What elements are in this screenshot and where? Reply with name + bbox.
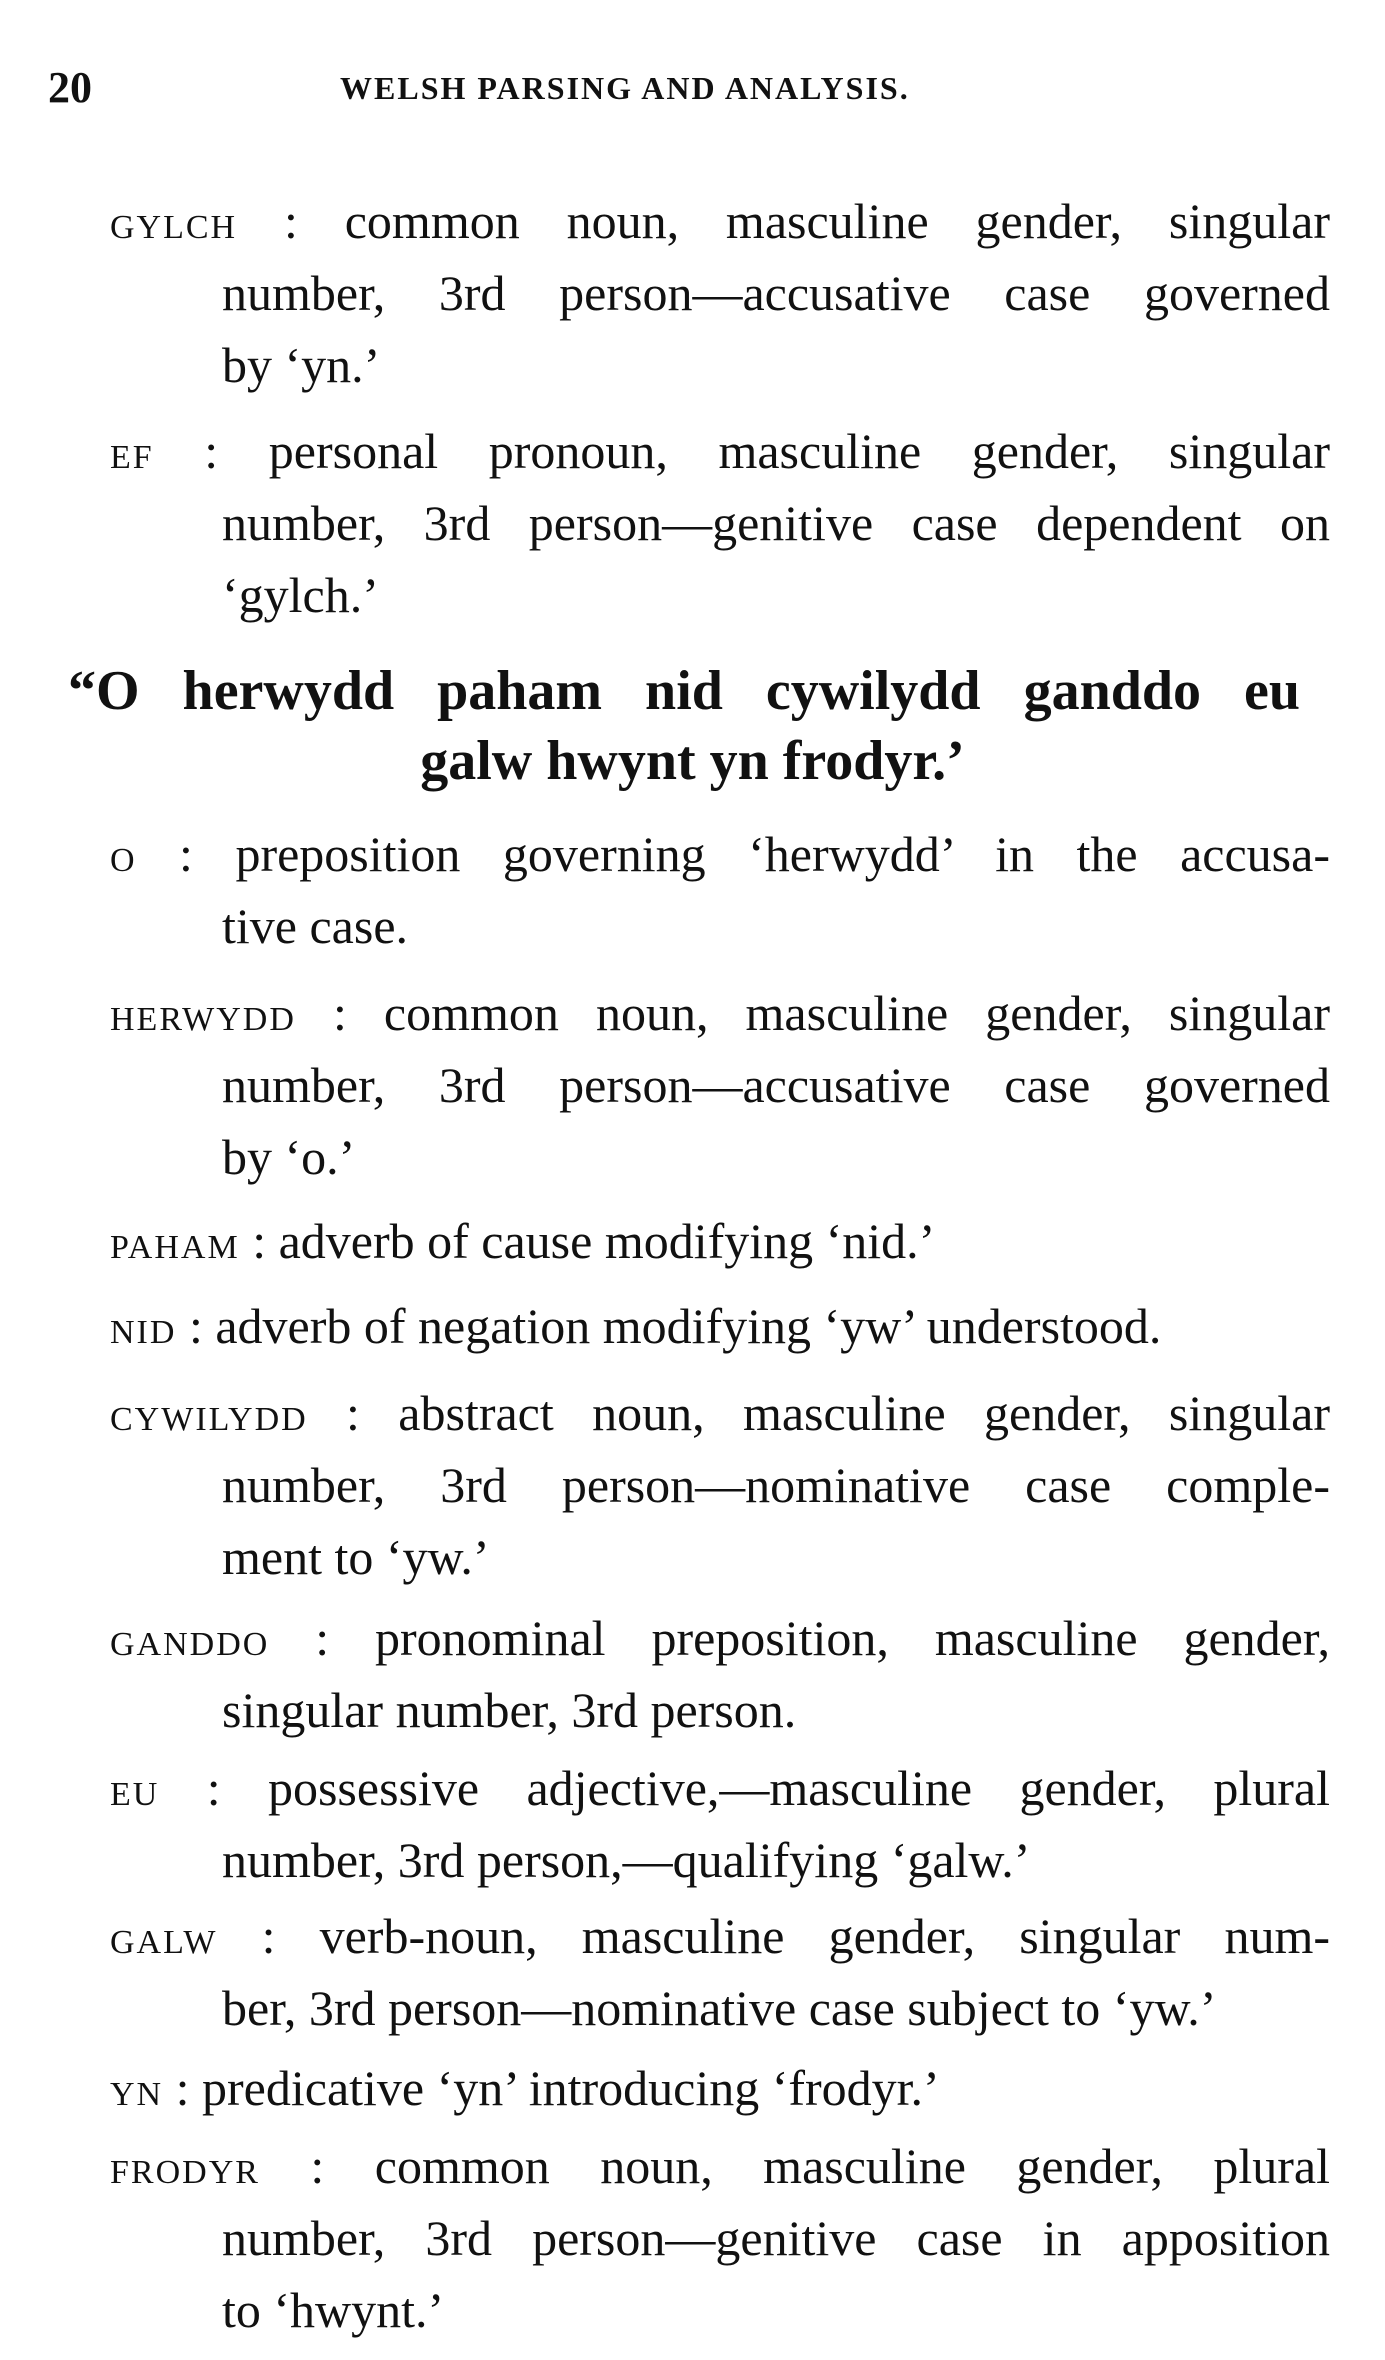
entry-first-line: O : preposition governing ‘herwydd’ in the accusa- — [110, 826, 1330, 882]
parsed-word: O — [110, 842, 137, 879]
running-title: WELSH PARSING AND ANALYSIS. — [340, 70, 910, 106]
entry-text: preposition governing ‘herwydd’ in the accusa- — [235, 826, 1330, 882]
entry-continuation-line — [222, 487, 1330, 559]
entry-text: by ‘o.’ — [222, 1129, 356, 1185]
entry-text: personal pronoun, masculine gender, singular — [268, 423, 1330, 479]
entry-text: tive case. — [222, 898, 409, 954]
entry-first-line: YN : predicative ‘yn’ introducing ‘frodyr.’ — [110, 2060, 940, 2116]
sentence-line-2: galw hwynt yn frodyr.’ — [420, 730, 965, 792]
entry-first-line: NID : adverb of negation modifying ‘yw’ understood. — [110, 1298, 1162, 1354]
entry-text: abstract noun, masculine gender, singular — [398, 1385, 1330, 1441]
entry-continuation-line — [222, 329, 1330, 401]
entry-text: ment to ‘yw.’ — [222, 1529, 490, 1585]
entry-text: ber, 3rd person—nominative case subject to ‘yw.’ — [222, 1980, 1217, 2036]
entry-first-line: HERWYDD : common noun, masculine gender, singular — [110, 985, 1330, 1041]
entry-first-line: FRODYR : common noun, masculine gender, plural — [110, 2138, 1330, 2194]
entry-text: singular number, 3rd person. — [222, 1682, 797, 1738]
entry-text: common noun, masculine gender, singular — [383, 985, 1330, 1041]
entry-continuation-line — [222, 559, 1330, 631]
entry-first-line: GYLCH : common noun, masculine gender, singular — [110, 193, 1330, 249]
parsed-word: EU — [110, 1776, 160, 1813]
entry-text: possessive adjective,—masculine gender, plural — [267, 1760, 1330, 1816]
entry-continuation-line — [222, 257, 1330, 329]
entry-text: number, 3rd person—genitive case dependent on — [222, 495, 1330, 551]
parsed-word: FRODYR — [110, 2154, 260, 2191]
entry-text: number, 3rd person—accusative case governed — [222, 1057, 1330, 1113]
entry-continuation-line — [222, 1674, 1330, 1746]
entry-text: number, 3rd person—genitive case in apposition — [222, 2210, 1330, 2266]
parsed-word: NID — [110, 1314, 177, 1351]
entry-text: pronominal preposition, masculine gender, — [375, 1610, 1330, 1666]
parsed-word: PAHAM — [110, 1229, 240, 1266]
entry-continuation-line — [222, 1824, 1330, 1896]
page-number: 20 — [48, 63, 92, 112]
entry-text: predicative ‘yn’ introducing ‘frodyr.’ — [202, 2060, 940, 2116]
sentence-line-1: “O herwydd paham nid cywilydd ganddo eu — [68, 660, 1300, 722]
parsed-word: GYLCH — [110, 209, 238, 246]
entry-first-line: EU : possessive adjective,—masculine gender, plural — [110, 1760, 1330, 1816]
entry-first-line: CYWILYDD : abstract noun, masculine gender, singular — [110, 1385, 1330, 1441]
entry-first-line: PAHAM : adverb of cause modifying ‘nid.’ — [110, 1213, 936, 1269]
parsed-word: YN — [110, 2076, 164, 2113]
parsed-word: EF — [110, 439, 154, 476]
entry-text: common noun, masculine gender, plural — [374, 2138, 1330, 2194]
parsed-word: CYWILYDD — [110, 1401, 308, 1438]
parsed-word: HERWYDD — [110, 1001, 296, 1038]
entry-first-line: EF : personal pronoun, masculine gender, singular — [110, 423, 1330, 479]
entry-continuation-line — [222, 1449, 1330, 1521]
entry-continuation-line — [222, 1121, 1330, 1193]
entry-text: verb-noun, masculine gender, singular num- — [319, 1908, 1330, 1964]
entry-text: number, 3rd person—nominative case comple- — [222, 1457, 1330, 1513]
entry-text: common noun, masculine gender, singular — [344, 193, 1330, 249]
entry-first-line: GANDDO : pronominal preposition, masculine gender, — [110, 1610, 1330, 1666]
entry-continuation-line — [222, 890, 1330, 962]
entry-text: adverb of cause modifying ‘nid.’ — [278, 1213, 936, 1269]
entry-continuation-line — [222, 1049, 1330, 1121]
entry-continuation-line — [222, 2202, 1330, 2274]
entry-text: number, 3rd person—accusative case governed — [222, 265, 1330, 321]
entry-continuation-line — [222, 2274, 1330, 2346]
entry-text: ‘gylch.’ — [222, 567, 379, 623]
entry-continuation-line — [222, 1972, 1330, 2044]
entry-text: by ‘yn.’ — [222, 337, 381, 393]
parsed-word: GANDDO — [110, 1626, 270, 1663]
entry-continuation-line — [222, 1521, 1330, 1593]
entry-text: adverb of negation modifying ‘yw’ understood. — [215, 1298, 1162, 1354]
entry-text: to ‘hwynt.’ — [222, 2282, 445, 2338]
entry-text: number, 3rd person,—qualifying ‘galw.’ — [222, 1832, 1031, 1888]
parsed-word: GALW — [110, 1924, 218, 1961]
entry-first-line: GALW : verb-noun, masculine gender, singular num- — [110, 1908, 1330, 1964]
